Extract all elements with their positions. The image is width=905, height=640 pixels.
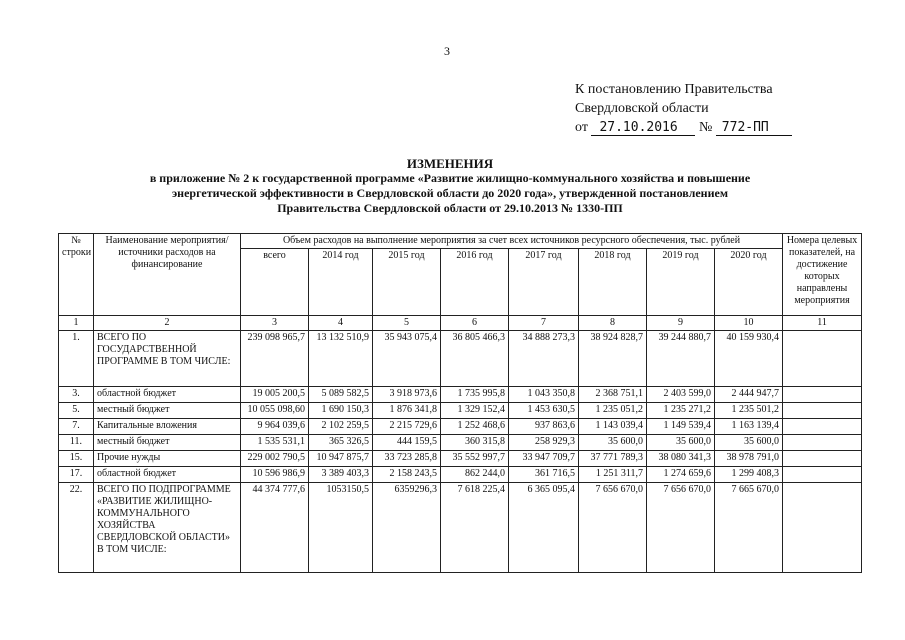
row-target [783,483,862,573]
row-value: 1 876 341,8 [373,403,441,419]
row-value: 7 665 670,0 [715,483,783,573]
table-row [59,403,862,419]
row-value: 35 600,0 [715,435,783,451]
row-value: 1 453 630,5 [509,403,579,419]
header-name: Наименование мероприятия/источники расходов на финансирование [94,234,241,316]
header-year: 2020 год [715,249,783,316]
row-value: 35 943 075,4 [373,331,441,387]
row-name: ВСЕГО ПО ПОДПРОГРАММЕ «РАЗВИТИЕ ЖИЛИЩНО-КОММУНАЛЬНОГО ХОЗЯЙСТВА СВЕРДЛОВСКОЙ ОБЛАСТИ» В ТОМ ЧИСЛЕ: [94,483,241,573]
row-value: 1053150,5 [309,483,373,573]
row-target [783,435,862,451]
appendix-line-2: Свердловской области [575,101,709,116]
row-name: областной бюджет [94,387,241,403]
row-value: 34 888 273,3 [509,331,579,387]
row-value: 36 805 466,3 [441,331,509,387]
appendix-block [575,80,792,137]
row-value: 1 299 408,3 [715,467,783,483]
table-row [59,435,862,451]
row-value: 9 964 039,6 [241,419,309,435]
header-year: всего [241,249,309,316]
row-number: 7. [59,419,94,435]
row-value: 1 690 150,3 [309,403,373,419]
row-value: 1 252 468,6 [441,419,509,435]
column-number: 7 [509,316,579,331]
header-year: 2014 год [309,249,373,316]
row-value: 7 656 670,0 [647,483,715,573]
row-value: 10 055 098,60 [241,403,309,419]
table-row [59,387,862,403]
expenditure-table [58,233,862,573]
number-prefix: № [698,120,713,135]
row-value: 2 444 947,7 [715,387,783,403]
row-value: 360 315,8 [441,435,509,451]
row-value: 33 723 285,8 [373,451,441,467]
row-value: 6359296,3 [373,483,441,573]
table-body [59,234,862,573]
row-value: 258 929,3 [509,435,579,451]
column-number: 11 [783,316,862,331]
row-value: 40 159 930,4 [715,331,783,387]
title-heading: ИЗМЕНЕНИЯ [406,156,494,171]
row-target [783,419,862,435]
row-value: 19 005 200,5 [241,387,309,403]
row-value: 38 978 791,0 [715,451,783,467]
row-name: Капитальные вложения [94,419,241,435]
column-number: 8 [579,316,647,331]
row-value: 38 924 828,7 [579,331,647,387]
column-number: 4 [309,316,373,331]
row-value: 38 080 341,3 [647,451,715,467]
table-row [59,419,862,435]
row-value: 444 159,5 [373,435,441,451]
row-value: 3 918 973,6 [373,387,441,403]
row-target [783,467,862,483]
date-prefix: от [575,120,588,135]
table-row [59,331,862,387]
row-number: 17. [59,467,94,483]
header-year: 2019 год [647,249,715,316]
row-number: 15. [59,451,94,467]
row-value: 1 149 539,4 [647,419,715,435]
row-value: 10 596 986,9 [241,467,309,483]
row-name: ВСЕГО ПО ГОСУДАРСТВЕННОЙ ПРОГРАММЕ В ТОМ ЧИСЛЕ: [94,331,241,387]
resolution-date: 27.10.2016 [591,120,695,136]
row-number: 3. [59,387,94,403]
row-value: 239 098 965,7 [241,331,309,387]
row-value: 229 002 790,5 [241,451,309,467]
appendix-date-line [575,118,792,137]
row-value: 2 215 729,6 [373,419,441,435]
row-value: 1 235 501,2 [715,403,783,419]
row-value: 1 329 152,4 [441,403,509,419]
column-number: 1 [59,316,94,331]
row-value: 35 600,0 [647,435,715,451]
header-year: 2017 год [509,249,579,316]
column-number: 5 [373,316,441,331]
column-number: 3 [241,316,309,331]
row-value: 33 947 709,7 [509,451,579,467]
row-value: 361 716,5 [509,467,579,483]
row-value: 1 735 995,8 [441,387,509,403]
row-value: 1 163 139,4 [715,419,783,435]
row-value: 2 368 751,1 [579,387,647,403]
row-value: 5 089 582,5 [309,387,373,403]
row-value: 37 771 789,3 [579,451,647,467]
header-year: 2018 год [579,249,647,316]
header-row-num: № строки [59,234,94,316]
resolution-number: 772-ПП [716,120,792,136]
column-number: 6 [441,316,509,331]
document-title [90,156,810,216]
row-name: местный бюджет [94,403,241,419]
header-targets: Номера целевых показателей, на достижение которых направлены мероприятия [783,234,862,316]
row-number: 22. [59,483,94,573]
table-row [59,483,862,573]
row-value: 365 326,5 [309,435,373,451]
column-number: 10 [715,316,783,331]
row-value: 7 656 670,0 [579,483,647,573]
title-line-1: в приложение № 2 к государственной программе «Развитие жилищно-коммунального хозяйства и повышение [149,171,751,185]
row-value: 13 132 510,9 [309,331,373,387]
row-value: 10 947 875,7 [309,451,373,467]
row-value: 7 618 225,4 [441,483,509,573]
table-row [59,451,862,467]
row-name: областной бюджет [94,467,241,483]
title-line-3: Правительства Свердловской области от 29.10.2013 № 1330-ПП [277,201,623,215]
column-number-row [59,316,862,331]
row-value: 6 365 095,4 [509,483,579,573]
title-line-2: энергетической эффективности в Свердловской области до 2020 года», утвержденной постановлением [172,186,728,200]
row-value: 1 274 659,6 [647,467,715,483]
column-number: 2 [94,316,241,331]
row-target [783,331,862,387]
page-number: 3 [444,44,450,58]
row-value: 1 235 051,2 [579,403,647,419]
row-number: 5. [59,403,94,419]
row-value: 937 863,6 [509,419,579,435]
row-value: 44 374 777,6 [241,483,309,573]
row-number: 11. [59,435,94,451]
header-row [59,234,862,249]
row-value: 1 535 531,1 [241,435,309,451]
appendix-line-1: К постановлению Правительства [575,82,773,97]
row-value: 39 244 880,7 [647,331,715,387]
header-year: 2016 год [441,249,509,316]
row-value: 35 552 997,7 [441,451,509,467]
row-target [783,403,862,419]
row-target [783,451,862,467]
column-number: 9 [647,316,715,331]
row-value: 1 235 271,2 [647,403,715,419]
row-name: Прочие нужды [94,451,241,467]
row-value: 35 600,0 [579,435,647,451]
row-value: 3 389 403,3 [309,467,373,483]
row-target [783,387,862,403]
row-number: 1. [59,331,94,387]
header-year: 2015 год [373,249,441,316]
row-value: 1 143 039,4 [579,419,647,435]
row-value: 862 244,0 [441,467,509,483]
row-value: 1 251 311,7 [579,467,647,483]
row-name: местный бюджет [94,435,241,451]
row-value: 2 102 259,5 [309,419,373,435]
header-volume: Объем расходов на выполнение мероприятия за счет всех источников ресурсного обеспечения, тыс. рублей [241,234,783,249]
row-value: 1 043 350,8 [509,387,579,403]
row-value: 2 158 243,5 [373,467,441,483]
table-row [59,467,862,483]
row-value: 2 403 599,0 [647,387,715,403]
